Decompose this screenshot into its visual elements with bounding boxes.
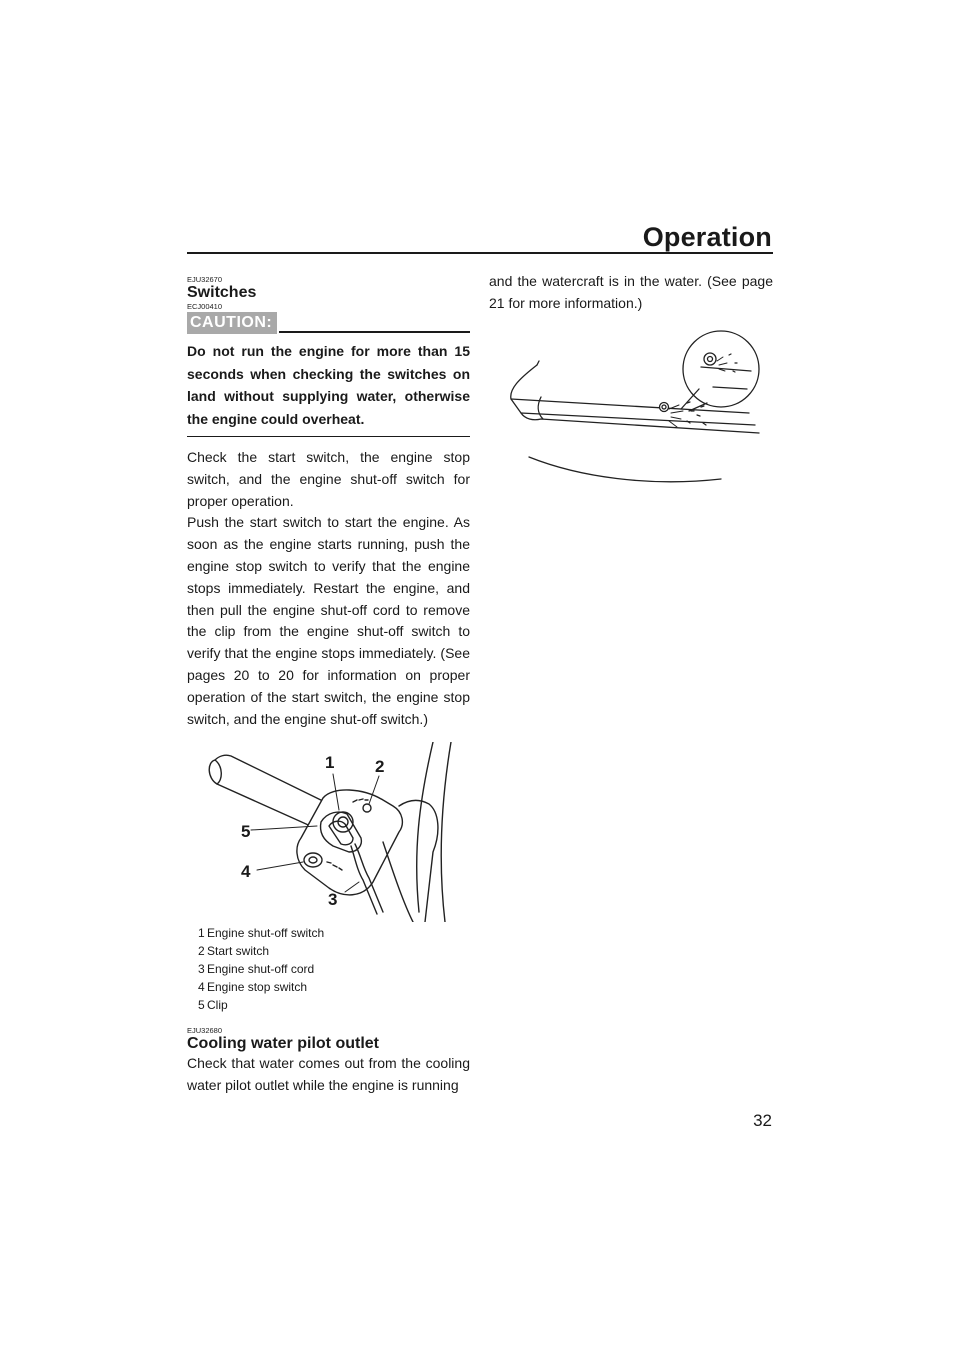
section-code-cooling: EJU32680 (187, 1026, 223, 1036)
section-title-switches: Switches (187, 284, 257, 301)
cooling-paragraph-end: and the watercraft is in the water. (See page 21 for more information.) (489, 273, 773, 311)
legend-item (198, 942, 470, 960)
section-title-cooling: Cooling water pilot outlet (187, 1035, 379, 1053)
callout-5: 5 (241, 822, 251, 842)
legend-label: Engine shut-off cord (207, 962, 315, 977)
legend-label: Engine shut-off switch (207, 926, 325, 941)
legend-number: 3 (198, 962, 205, 977)
cooling-section (187, 1026, 470, 1097)
caution-text: Do not run the engine for more than 15 seconds when checking the switches on land without supplying water, otherwise the engine could overheat. (187, 340, 470, 437)
pilot-outlet-illustration (489, 327, 773, 487)
header-rule (187, 252, 773, 254)
cooling-paragraph-start: Check that water comes out from the cooling water pilot outlet while the engine is running (187, 1055, 470, 1094)
legend-number: 2 (198, 944, 205, 959)
legend-item (198, 960, 470, 978)
section-code-switches: EJU32670 (187, 275, 223, 284)
switches-paragraph-2: Push the start switch to start the engine. As soon as the engine starts running, push the engine stop switch to verify that the engine stops immediately. Restart the engine, and then pull the engine shut-off cord to remove the clip from the engine shut-off switch to verify that the engine stops immediately. (See pages 20 to 20 for information on proper operation of the start switch, the engine stop switch, and the engine shut-off switch.) (187, 514, 470, 727)
switches-paragraph-1: Check the start switch, the engine stop switch, and the engine shut-off switch for proper operation. (187, 449, 470, 509)
legend-item (198, 996, 470, 1014)
legend-item (198, 978, 470, 996)
callout-1: 1 (325, 753, 335, 773)
legend-label: Start switch (207, 944, 270, 959)
caution-header (187, 311, 470, 334)
legend-item (198, 924, 470, 942)
figure-legend (198, 924, 470, 1014)
legend-label: Engine stop switch (207, 980, 308, 995)
legend-number: 5 (198, 998, 205, 1013)
caution-rule (279, 331, 470, 333)
left-column (187, 275, 470, 1097)
callout-3: 3 (328, 890, 338, 910)
caution-label: CAUTION: (187, 312, 277, 334)
callout-4: 4 (241, 862, 251, 882)
page-number: 32 (753, 1111, 772, 1130)
legend-label: Clip (207, 998, 228, 1013)
right-column (489, 271, 773, 487)
page-header-title: Operation (642, 222, 772, 252)
caution-code: ECJ00410 (187, 302, 223, 311)
legend-number: 1 (198, 926, 205, 941)
callout-2: 2 (375, 757, 385, 777)
legend-number: 4 (198, 980, 205, 995)
handlebar-switch-illustration (193, 742, 463, 922)
